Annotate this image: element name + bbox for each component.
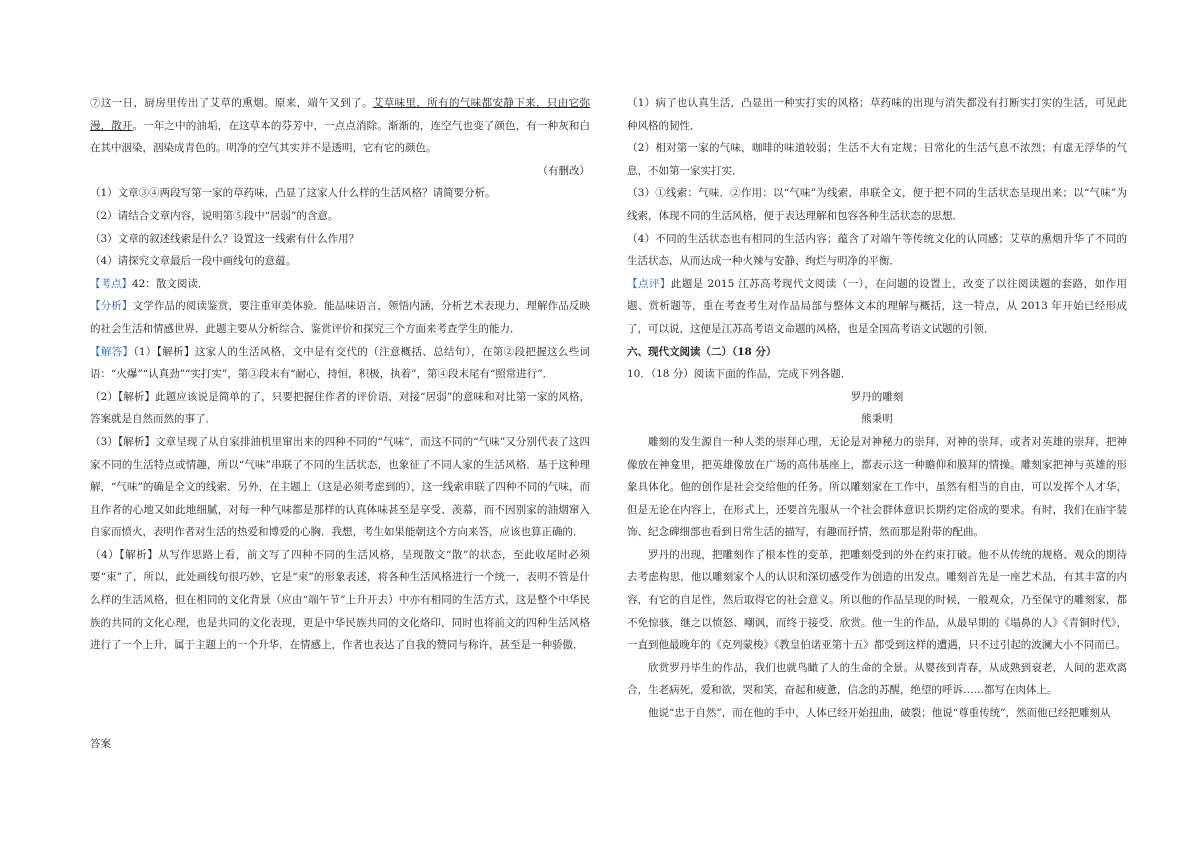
body-paragraph-1: 雕刻的发生源自一种人类的崇拜心理，无论是对神秘力的崇拜，对神的崇拜，或者对英雄的崇拜，把神像放在神龛里，把英雄像放在广场的高伟基座上，都表示这一种瞻仰和膜拜的情操。雕刻家把神与英雄的形象具体化。他的创作是社会交给他的任务。所以雕刻家在工作中，虽然有相当的自由，可以发挥个人才华，但是无论在内容上，在形式上，还要首先服从一个社会群体意识长期约定俗成的要求。有时，我们在庙宇装饰、纪念碑细部也看到日常生活的描写，有趣而抒情，然而那是附带的配曲。 (627, 435, 1127, 539)
kaodian-text: 42：散文阅读． (132, 277, 209, 290)
answer-2: （2）相对第一家的气味，咖啡的味道较弱；生活不大有定规；日常化的生活气息不浓烈；有虚无浮华的气息，不如第一家实打实． (627, 142, 1127, 177)
answer-1: （1）病了也认真生活，凸显出一种实打实的风格；草药味的出现与消失都没有打断实打实的生活，可见此种风格的韧性． (627, 97, 1127, 132)
answer-label: 答案 (90, 738, 111, 750)
body-paragraph-4: 他说“忠于自然”，而在他的手中，人体已经开始扭曲，破裂；他说“尊重传统”，然而他已经把雕刻从 (648, 707, 1111, 720)
question-1: （1）文章③④两段写第一家的草药味，凸显了这家人什么样的生活风格？请简要分析。 (90, 187, 496, 200)
analysis-4: （4）【解析】从写作思路上看，前文写了四种不同的生活风格，呈现散文“散”的状态，至此收尾时必须要“束”了，所以，此处画线句很巧妙，它是“束”的形象表述，将各种生活风格进行一个统一，表明不管是什么样的生活风格，但在相同的文化背景（应由“端午节”上升开去）中亦有相同的生活方式，这是整个中华民族的共同的文化心理，也是共同的文化表现，更是中华民族共同的文化烙印，同时也将前文的四种生活风格进行了一个上升，属于主题上的一个升华．在情感上，作者也表达了自我的赞同与称许，甚至是一种骄傲． (90, 548, 590, 652)
analysis-2: （2）【解析】此题应该说是简单的了，只要把握住作者的评价语，对接“居弱”的意味和对比第一家的风格，答案就是自然而然的事了． (90, 390, 590, 426)
body-paragraph-3: 欣赏罗丹毕生的作品，我们也就鸟瞰了人的生命的全景。从婴孩到青春，从成熟到衰老，人间的悲欢离合，生老病死，爱和欲，哭和笑，奋起和疲惫，信念的苏醒，绝望的呼诉……都写在肉体上。 (627, 661, 1127, 697)
jieda-tag: 【解答】 (90, 345, 134, 358)
kaodian-tag: 【考点】 (90, 277, 132, 290)
right-column (627, 92, 1127, 725)
jieda-block (90, 341, 590, 386)
dianping-tag: 【点评】 (627, 277, 671, 290)
essay-author: 熊秉明 (861, 413, 893, 426)
answer-4: （4）不同的生活状态也有相同的生活内容；蕴含了对端午等传统文化的认同感；艾草的熏烟升华了不同的生活状态，从而达成一种火辣与安静、绚烂与明净的平衡． (627, 232, 1127, 268)
fenxi-tag: 【分析】 (90, 300, 133, 313)
question-10: 10．（18 分）阅读下面的作品，完成下列各题． (627, 368, 852, 381)
fenxi-block (90, 295, 590, 340)
analysis-3: （3）【解析】文章呈现了从自家排油机里窜出来的四种不同的“气味”，而这不同的“气味”又分别代表了这四家不同的生活特点或情趣，所以“气味”串联了不同的生活状态，也象征了不同人家的生活风格．基于这种理解，“气味”的确是全文的线索．另外，在主题上（这是必须考虑到的），这一线索串联了四种不同的气味，而且作者的心地又如此地细腻，对每一种气味都是那样的认真体味甚至是享受、羡慕，而不因别家的油烟窜入自家而愤火，表明作者对生活的热爱和博爱的心胸．我想，考生如果能朝这个方向来答，应该也算正确的． (90, 435, 590, 539)
question-4: （4）请探究文章最后一段中画线句的意蕴。 (90, 255, 297, 268)
body-paragraph-2: 罗丹的出现，把雕刻作了根本性的变革，把雕刻受到的外在约束打破。他不从传统的规格、观众的期待去考虑构思，他以雕刻家个人的认识和深切感受作为创造的出发点。雕刻首先是一座艺术品，有其丰富的内容，有它的自足性，然后取得它的社会意义。所以他的作品呈现的时候，一般观众，乃至保守的雕刻家，都不免惊骇，继之以愤怒、嘲讽，而终于接受、欣赏。他一生的作品，从最早期的《塌鼻的人》《青铜时代》，一直到他最晚年的《克列蒙梭》《教皇伯诺亚第十五》都受到这样的遭遇，只不过引起的波澜大小不同而已。 (627, 548, 1127, 652)
source-note: （有删改） (537, 164, 590, 177)
essay-title: 罗丹的雕刻 (850, 390, 904, 403)
dianping-block (627, 273, 1127, 341)
left-column (90, 92, 590, 657)
paragraph-7-start: ⑦这一日，厨房里传出了艾草的熏烟。原来，端午又到了。 (90, 97, 373, 109)
paragraph-7-end: 。一年之中的油垢，在这草本的芬芳中，一点点消除。渐渐的，连空气也变了颜色，有一种灰和白在其中洇染，洇染成青色的。明净的空气其实并不是透明，它有它的颜色。 (90, 119, 591, 155)
jieda-text: （1）【解析】这家人的生活风格，文中是有交代的（注意概括、总结句），在第②段把握这么些词语：“火爆”“认真劲”“实打实”，第③段末有“耐心，持恒，积极，执着”，第④段末尾有“照常进行”． (90, 345, 590, 381)
kaodian-block (90, 273, 590, 296)
underlined-sentence: 艾草味里，所有的气味都安静下来，只由它弥漫，散开 (90, 97, 591, 132)
question-2: （2）请结合文章内容，说明第⑤段中“居弱”的含意。 (90, 209, 339, 222)
dianping-text: 此题是 2015 江苏高考现代文阅读（一），在问题的设置上，改变了以往阅读题的套路，如作用题、赏析题等，重在考查考生对作品局部与整体文本的理解与概括，这一特点，从 2013 年开始已经形成了，可以说，这便是江苏高考语文命题的风格，也是全国高考语文试题的引领． (627, 277, 1127, 335)
question-3: （3）文章的叙述线索是什么？设置这一线索有什么作用？ (90, 232, 360, 245)
fenxi-text: 文学作品的阅读鉴赏，要注重审美体验．能品味语言，领悟内涵，分析艺术表现力，理解作品反映的社会生活和情感世界．此题主要从分析综合、鉴赏评价和探究三个方面来考查学生的能力． (90, 300, 591, 335)
paragraph-7 (90, 92, 590, 160)
answer-3: （3）①线索：气味．②作用：以“气味”为线索，串联全文，便于把不同的生活状态呈现出来；以“气味”为线索，体现不同的生活风格，便于表达理解和包容各种生活状态的思想． (627, 187, 1127, 222)
section-heading: 六、现代文阅读（二）（18 分） (627, 345, 777, 358)
